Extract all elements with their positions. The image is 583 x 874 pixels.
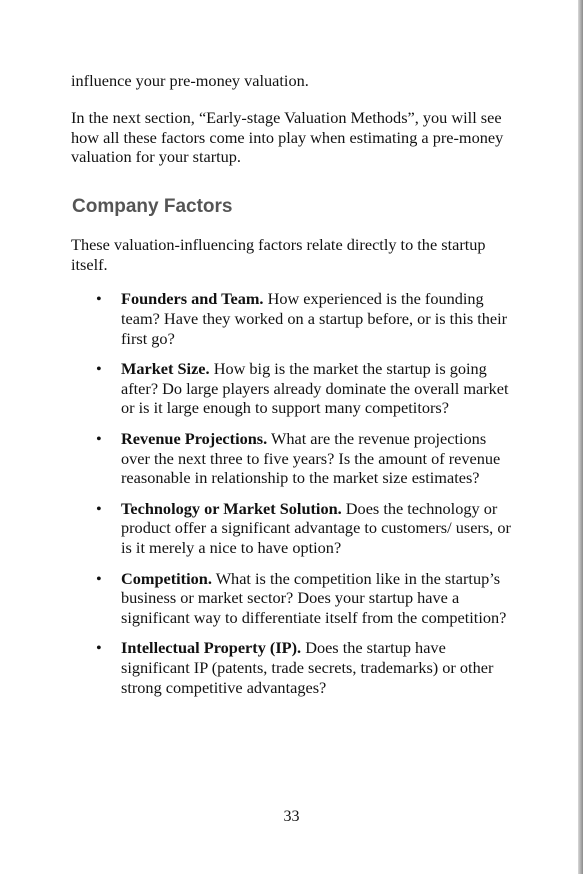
factor-term: Intellectual Property (IP). — [121, 638, 302, 658]
factor-item-technology — [0, 499, 516, 558]
factor-term: Competition. — [121, 568, 212, 588]
section-lead-paragraph: These valuation-influencing factors relate directly to the startup itself. — [71, 235, 486, 274]
factor-text: Does the startup have significant IP (patents, trade secrets, trademarks) or other strong competitive advantages? — [121, 638, 494, 698]
bullet-marker: • — [96, 568, 102, 588]
factor-text: What are the revenue projections over the next three to five years? Is the amount of revenue reasonable in relationship to the market size estimates? — [121, 428, 501, 488]
factor-term: Founders and Team. — [121, 289, 264, 308]
factor-item-revenue — [0, 429, 516, 488]
section-heading: Company Factors — [72, 196, 233, 217]
factor-item-founders — [0, 289, 516, 348]
factor-item-ip — [0, 638, 516, 697]
bullet-marker: • — [96, 638, 102, 658]
factor-term: Revenue Projections. — [121, 428, 268, 448]
bullet-marker: • — [96, 428, 102, 448]
factor-text: Does the technology or product offer a significant advantage to customers/ users, or is it merely a nice to have option? — [121, 498, 511, 558]
page-edge-shadow — [578, 0, 583, 874]
factor-item-market-size — [0, 359, 516, 418]
bullet-marker: • — [96, 289, 102, 308]
bullet-marker: • — [96, 498, 102, 518]
factor-list — [0, 289, 578, 708]
page-number: 33 — [283, 808, 300, 825]
factor-term: Technology or Market Solution. — [121, 498, 342, 518]
factor-item-competition — [0, 569, 516, 628]
next-section-paragraph: In the next section, “Early-stage Valuation Methods”, you will see how all these factors come into play when estimating a pre-money valuation for your startup. — [71, 108, 504, 166]
factor-text: How experienced is the founding team? Have they worked on a startup before, or is this their first go? — [121, 289, 508, 348]
factor-term: Market Size. — [121, 358, 210, 378]
bullet-marker: • — [96, 358, 102, 378]
factor-text: How big is the market the startup is going after? Do large players already dominate the overall market or is it large enough to support many competitors? — [121, 358, 509, 418]
factor-text: What is the competition like in the startup’s business or market sector? Does your startup have a significant way to differentiate itself from the competition? — [121, 568, 507, 628]
intro-continuation: influence your pre-money valuation. — [71, 71, 309, 90]
